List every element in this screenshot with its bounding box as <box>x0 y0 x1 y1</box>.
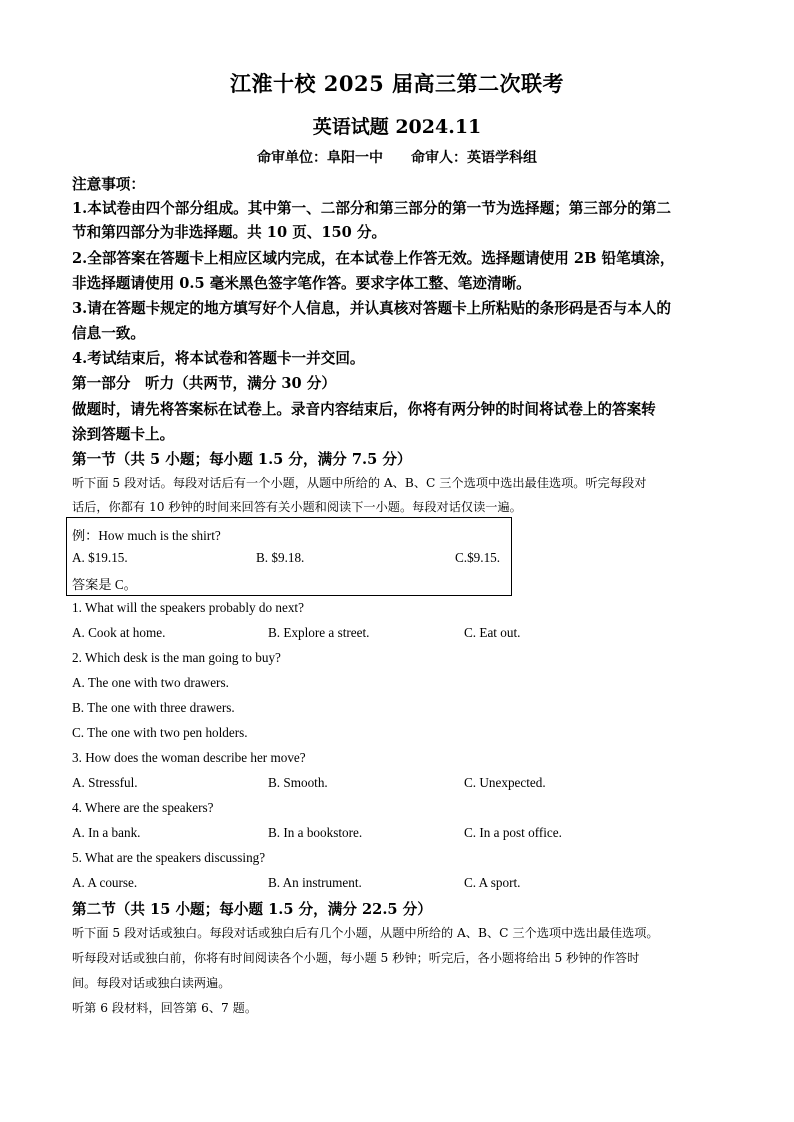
question-5-option-c: C. A sport. <box>464 875 521 890</box>
question-3-option-c: C. Unexpected. <box>464 775 546 790</box>
question-5-stem: 5. What are the speakers discussing? <box>72 850 266 865</box>
section2-material-note: 听第 6 段材料，回答第 6、7 题。 <box>72 1001 258 1015</box>
question-1-option-b: B. Explore a street. <box>268 625 370 640</box>
question-2-option-a: A. The one with two drawers. <box>72 675 229 690</box>
question-2-option-c: C. The one with two pen holders. <box>72 725 248 740</box>
question-5-option-a: A. A course. <box>72 875 138 890</box>
question-3-option-a: A. Stressful. <box>72 775 138 790</box>
notice-heading: 注意事项： <box>72 176 145 193</box>
question-5-option-b: B. An instrument. <box>268 875 362 890</box>
question-4-stem: 4. Where are the speakers? <box>72 800 214 815</box>
notice-item-2-line-2: 非选择题请使用 0.5 毫米黑色签字笔作答。要求字体工整、笔迹清晰。 <box>72 275 531 292</box>
exam-subtitle: 英语试题 2024.11 <box>312 116 482 138</box>
question-3-option-b: B. Smooth. <box>268 775 328 790</box>
question-4-option-a: A. In a bank. <box>72 825 141 840</box>
example-option-c: C.$9.15. <box>455 550 501 565</box>
notice-item-3-line-1: 3.请在答题卡规定的地方填写好个人信息，并认真核对答题卡上所粘贴的条形码是否与本人的 <box>72 300 671 317</box>
part1-instruction-line-2: 涂到答题卡上。 <box>72 426 175 443</box>
exam-title: 江淮十校 2025 届高三第二次联考 <box>229 71 565 96</box>
notice-item-1-line-2: 节和第四部分为非选择题。共 10 页、150 分。 <box>72 224 387 241</box>
question-1-option-a: A. Cook at home. <box>72 625 166 640</box>
question-1-option-c: C. Eat out. <box>464 625 521 640</box>
part1-heading: 第一部分 听力（共两节，满分 30 分） <box>72 375 336 392</box>
example-answer: 答案是 C。 <box>72 577 137 592</box>
example-option-a: A. $19.15. <box>72 550 128 565</box>
notice-item-2-line-1: 2.全部答案在答题卡上相应区域内完成，在本试卷上作答无效。选择题请使用 2B 铅笔填涂， <box>72 250 675 267</box>
part1-instruction-line-1: 做题时，请先将答案标在试卷上。录音内容结束后，你将有两分钟的时间将试卷上的答案转 <box>72 401 656 418</box>
question-2-option-b: B. The one with three drawers. <box>72 700 235 715</box>
example-option-b: B. $9.18. <box>256 550 305 565</box>
author-line: 命审单位：阜阳一中 命审人：英语学科组 <box>257 150 537 166</box>
notice-item-4: 4.考试结束后，将本试卷和答题卡一并交回。 <box>72 350 365 367</box>
question-4-option-c: C. In a post office. <box>464 825 562 840</box>
question-1-stem: 1. What will the speakers probably do next? <box>72 600 304 615</box>
notice-item-1-line-1: 1.本试卷由四个部分组成。其中第一、二部分和第三部分的第一节为选择题；第三部分的第二 <box>72 200 671 217</box>
section2-instruction-line-2: 听每段对话或独白前，你将有时间阅读各个小题，每小题 5 秒钟；听完后，各小题将给出 5 秒钟的作答时 <box>72 951 640 965</box>
section2-heading: 第二节（共 15 小题；每小题 1.5 分，满分 22.5 分） <box>72 901 432 918</box>
section2-instruction-line-1: 听下面 5 段对话或独白。每段对话或独白后有几个小题，从题中所给的 A、B、C 三个选项中选出最佳选项。 <box>72 926 659 940</box>
question-4-option-b: B. In a bookstore. <box>268 825 363 840</box>
example-question: 例：How much is the shirt? <box>72 528 221 543</box>
section1-instruction-line-1: 听下面 5 段对话。每段对话后有一个小题，从题中所给的 A、B、C 三个选项中选出最佳选项。听完每段对 <box>72 476 647 490</box>
section1-instruction-line-2: 话后，你都有 10 秒钟的时间来回答有关小题和阅读下一小题。每段对话仅读一遍。 <box>72 500 522 514</box>
section1-heading: 第一节（共 5 小题；每小题 1.5 分，满分 7.5 分） <box>72 451 412 468</box>
question-3-stem: 3. How does the woman describe her move? <box>72 750 306 765</box>
section2-instruction-line-3: 间。每段对话或独白读两遍。 <box>72 976 231 990</box>
question-2-stem: 2. Which desk is the man going to buy? <box>72 650 281 665</box>
notice-item-3-line-2: 信息一致。 <box>72 325 145 342</box>
